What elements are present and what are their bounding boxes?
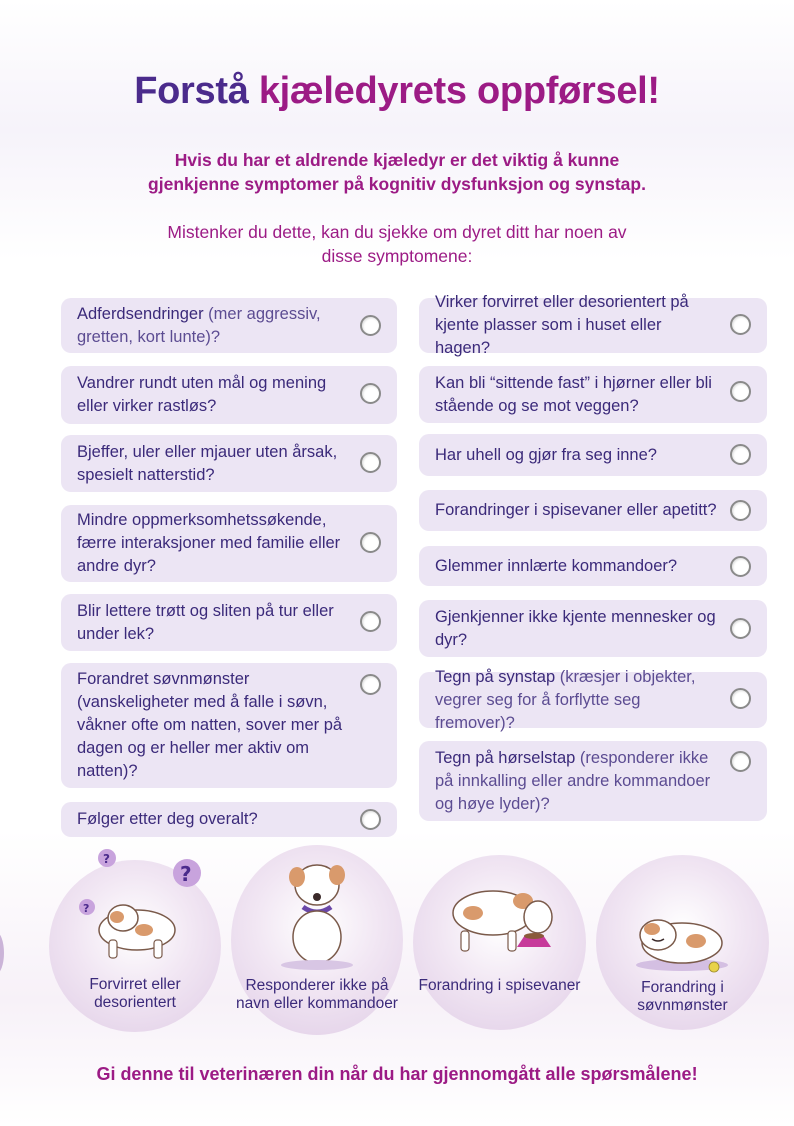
eating-dog-icon	[413, 855, 586, 1030]
illustration-label: Forandring i søvnmønster	[637, 979, 728, 1014]
illustration-label: Forandring i spisevaner	[418, 977, 581, 994]
symptom-card[interactable]	[419, 293, 767, 357]
symptom-text: Gjenkjenner ikke kjente mennesker og dyr?	[435, 607, 716, 649]
symptom-card[interactable]	[61, 802, 397, 837]
symptom-text: Tegn på synstap (kræsjer i objekter, vegrer seg for å forflytte seg fremover)?	[435, 667, 696, 732]
checkbox-circle[interactable]	[360, 809, 381, 830]
footer-text: Gi denne til veterinæren din når du har gjennomgått alle spørsmålene!	[96, 1064, 698, 1084]
title-bold: Forstå	[134, 70, 249, 112]
intro-line-2: gjenkjenne symptomer på kognitiv dysfunksjon og synstap.	[148, 174, 646, 194]
illustration-confused	[49, 852, 221, 1032]
checkbox-circle[interactable]	[730, 444, 751, 465]
checkbox-circle[interactable]	[730, 314, 751, 335]
symptom-text: Blir lettere trøtt og sliten på tur eller under lek?	[77, 601, 334, 643]
symptom-card[interactable]	[419, 741, 767, 821]
symptom-text: Forandringer i spisevaner eller apetitt?	[435, 501, 717, 519]
symptom-text: Forandret søvnmønster (vanskeligheter med å falle i søvn, våkner ofte om natten, sover mer på dagen og er heller mer aktiv om natten)?	[77, 670, 343, 780]
checkbox-circle[interactable]	[730, 381, 751, 402]
checkbox-circle[interactable]	[360, 532, 381, 553]
intro-text	[97, 148, 697, 196]
symptom-card[interactable]	[61, 505, 397, 582]
symptom-card[interactable]	[419, 546, 767, 586]
checkbox-circle[interactable]	[360, 611, 381, 632]
illustration-sleeping	[596, 855, 769, 1030]
symptom-text: Mindre oppmerksomhetssøkende, færre interaksjoner med familie eller andre dyr?	[77, 511, 341, 575]
svg-text:?: ?	[180, 862, 192, 886]
symptom-text: Har uhell og gjør fra seg inne?	[435, 445, 657, 464]
symptom-text: Bjeffer, uler eller mjauer uten årsak, spesielt natterstid?	[77, 442, 338, 484]
symptom-card[interactable]	[419, 490, 767, 531]
symptom-card[interactable]	[419, 366, 767, 423]
edge-decoration	[0, 932, 4, 974]
page-title	[0, 70, 794, 113]
checkbox-circle[interactable]	[730, 688, 751, 709]
symptom-card[interactable]	[61, 366, 397, 424]
symptom-card[interactable]	[61, 435, 397, 492]
instruction-line-1: Mistenker du dette, kan du sjekke om dyret ditt har noen av	[167, 222, 627, 242]
checkbox-circle[interactable]	[360, 452, 381, 473]
symptom-text: Virker forvirret eller desorientert på kjente plasser som i huset eller hagen?	[435, 293, 689, 357]
checkbox-circle[interactable]	[360, 383, 381, 404]
symptom-card[interactable]	[419, 434, 767, 476]
symptom-text: Adferdsendringer (mer aggressiv, gretten, kort lunte)?	[77, 304, 321, 346]
svg-text:?: ?	[83, 902, 90, 915]
instruction-text	[97, 220, 697, 268]
instruction-line-2: disse symptomene:	[321, 246, 473, 266]
symptom-card[interactable]	[61, 594, 397, 651]
symptom-text: Tegn på hørselstap (responderer ikke på innkalling eller andre kommandoer og høye lyder)?	[435, 748, 711, 813]
illustration-label: Responderer ikke på navn eller kommandoer	[236, 977, 398, 1012]
symptom-card[interactable]	[61, 663, 397, 788]
illustration-label: Forvirret eller desorientert	[89, 976, 181, 1011]
symptom-card[interactable]	[61, 298, 397, 353]
checkbox-circle[interactable]	[730, 500, 751, 521]
svg-text:?: ?	[103, 852, 110, 866]
checkbox-circle[interactable]	[360, 315, 381, 336]
checkbox-circle[interactable]	[730, 618, 751, 639]
symptom-card[interactable]	[419, 667, 767, 732]
symptom-text: Kan bli “sittende fast” i hjørner eller bli stående og se mot veggen?	[435, 373, 712, 415]
illustration-eating	[413, 855, 586, 1030]
title-rest: kjæledyrets oppførsel!	[258, 70, 660, 112]
symptom-text: Vandrer rundt uten mål og mening eller virker rastløs?	[77, 374, 327, 415]
symptom-text: Følger etter deg overalt?	[77, 810, 258, 828]
checkbox-circle[interactable]	[360, 674, 381, 695]
intro-line-1: Hvis du har et aldrende kjæledyr er det viktig å kunne	[174, 150, 620, 170]
checkbox-circle[interactable]	[730, 556, 751, 577]
checkbox-circle[interactable]	[730, 751, 751, 772]
symptom-card[interactable]	[419, 600, 767, 657]
illustration-no-response	[231, 845, 403, 1035]
symptom-text: Glemmer innlærte kommandoer?	[435, 556, 678, 575]
